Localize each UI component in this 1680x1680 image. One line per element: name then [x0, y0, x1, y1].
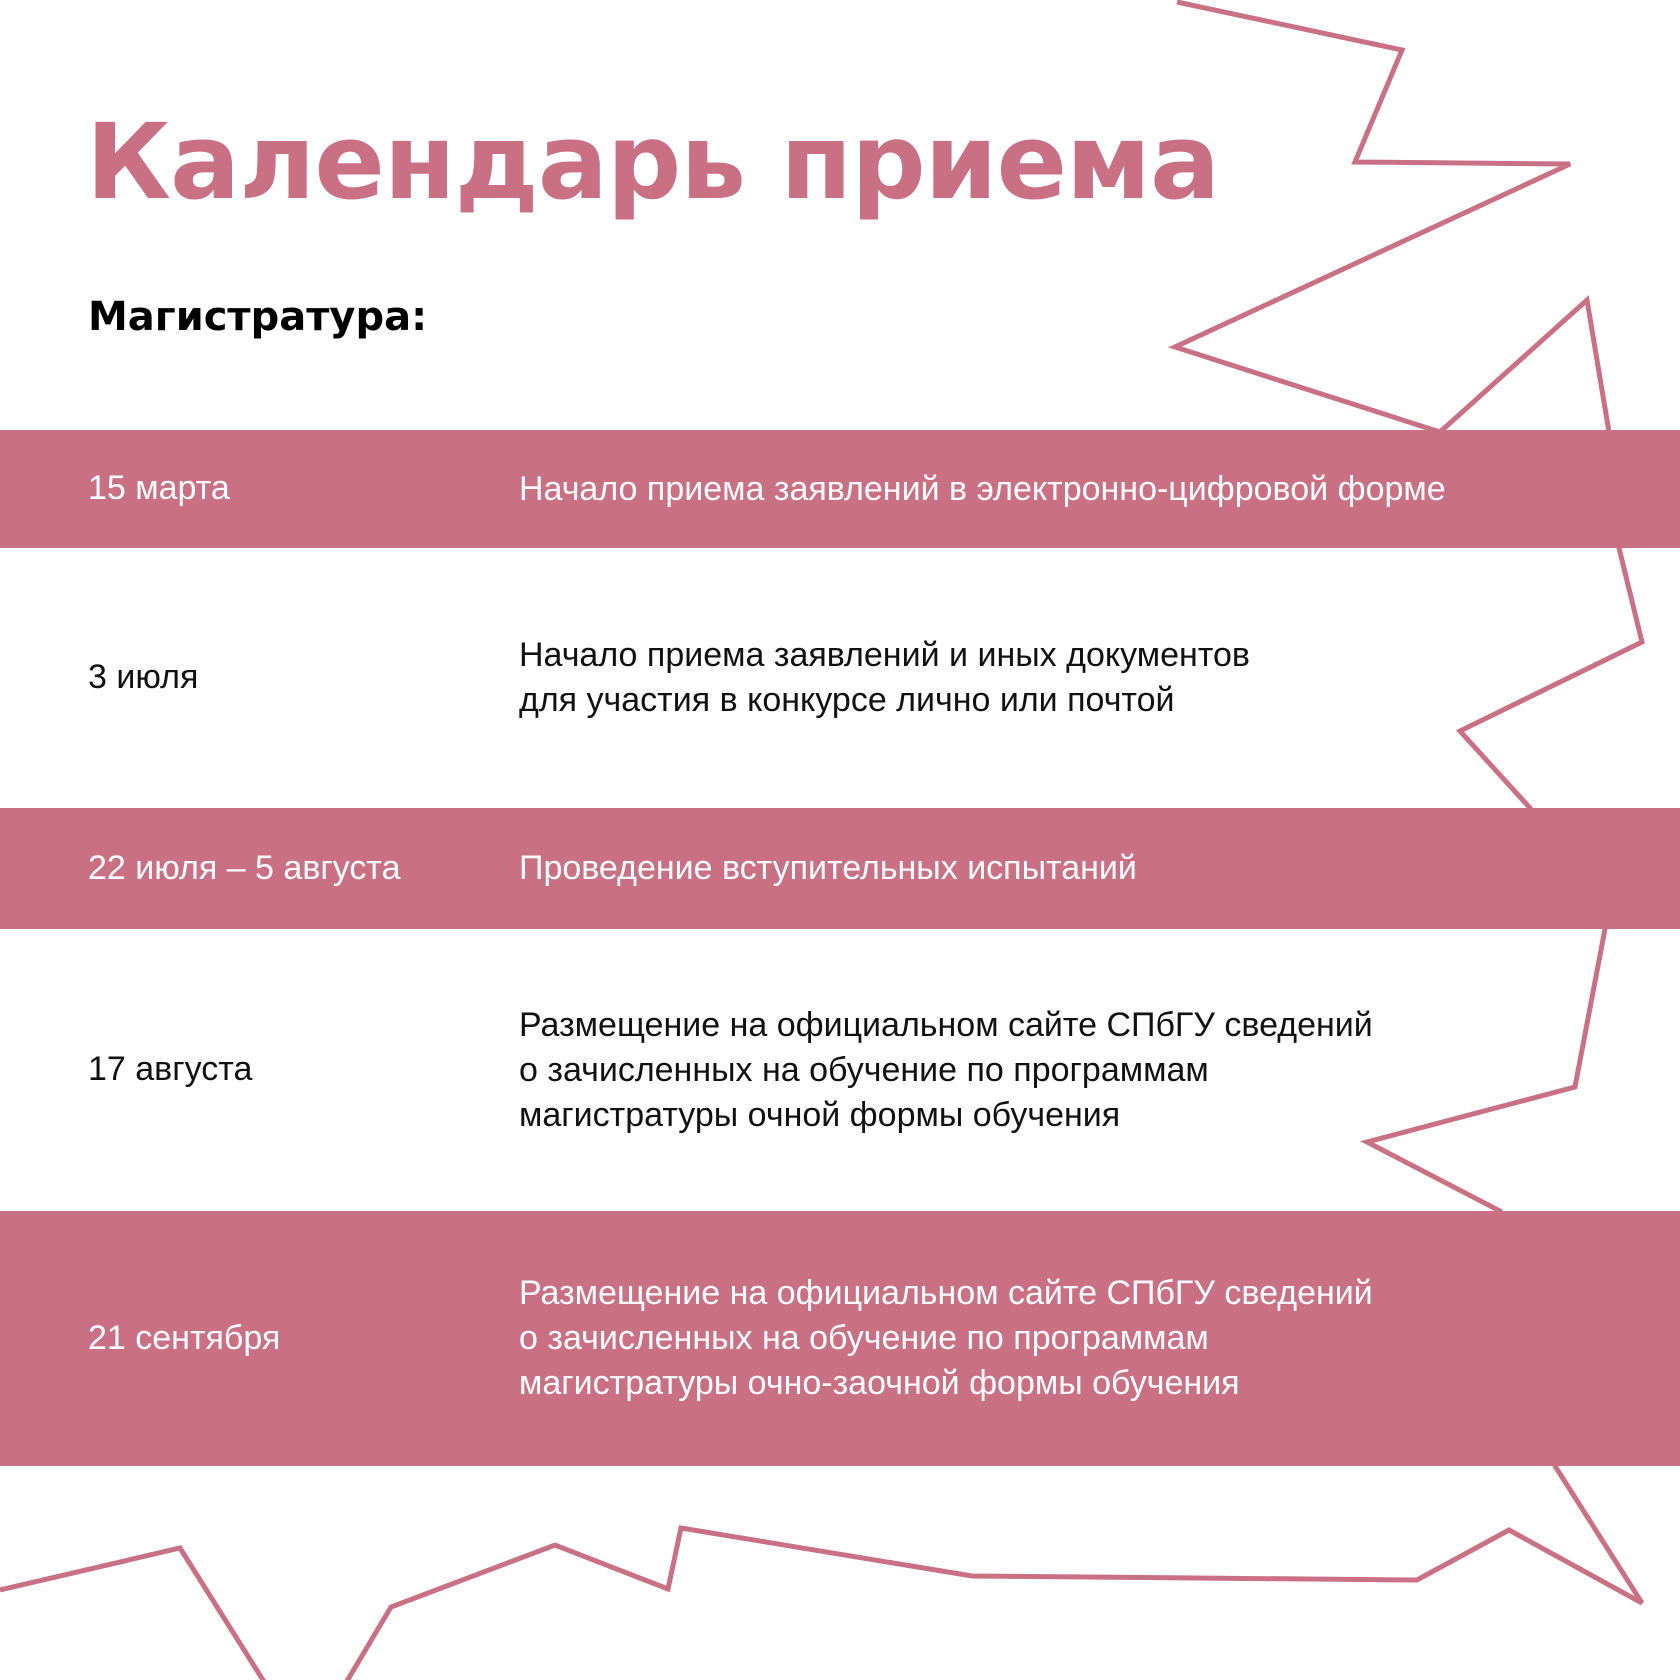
schedule-row — [0, 929, 1680, 1211]
schedule-date: 21 сентября — [88, 1318, 281, 1357]
page-title: Календарь приема — [86, 101, 1220, 223]
schedule-description — [519, 846, 1619, 891]
schedule-description-line: магистратуры очно-заочной формы обучения — [519, 1364, 1240, 1402]
section-subtitle: Магистратура: — [88, 294, 428, 340]
schedule-description-line: магистратуры очной формы обучения — [519, 1095, 1121, 1134]
schedule-description-line: о зачисленных на обучение по программам — [519, 1319, 1209, 1357]
schedule-row — [0, 548, 1680, 808]
schedule-date: 15 марта — [88, 469, 230, 508]
schedule-row — [0, 808, 1680, 929]
schedule-description-line: для участия в конкурсе лично или почтой — [519, 681, 1175, 719]
schedule-description-line: Размещение на официальном сайте СПбГУ сведений — [519, 1274, 1373, 1312]
schedule-description-line: о зачисленных на обучение по программам — [519, 1050, 1209, 1089]
schedule-description-line: Начало приема заявлений в электронно-цифровой форме — [519, 469, 1446, 508]
schedule-description — [519, 1003, 1619, 1138]
schedule-description — [519, 633, 1619, 723]
schedule-date: 22 июля – 5 августа — [88, 848, 401, 887]
schedule-description-line: Проведение вступительных испытаний — [519, 849, 1137, 887]
schedule-row — [0, 1211, 1680, 1466]
schedule-description — [519, 467, 1619, 512]
schedule-description-line: Начало приема заявлений и иных документов — [519, 636, 1250, 674]
schedule-date: 3 июля — [88, 658, 199, 697]
zigzag-bottom-left — [0, 1548, 268, 1680]
schedule-description-line: Размещение на официальном сайте СПбГУ сведений — [519, 1005, 1373, 1044]
schedule-description — [519, 1271, 1619, 1406]
schedule-date: 17 августа — [88, 1050, 253, 1089]
schedule-row — [0, 430, 1680, 548]
